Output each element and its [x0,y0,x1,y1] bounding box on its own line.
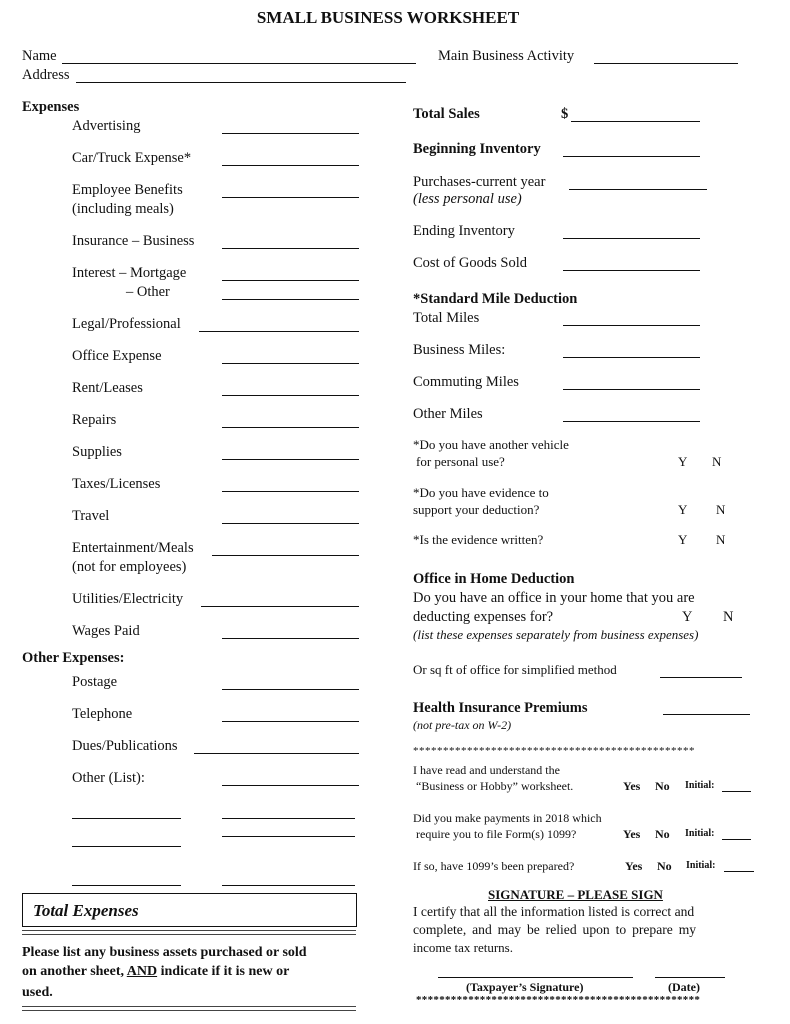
evidence-no-option[interactable]: N [716,502,726,517]
travel-label: Travel [72,508,110,524]
repairs-label: Repairs [72,412,117,428]
purchases-field[interactable] [569,189,707,190]
written-yes-option[interactable]: Y [678,532,688,547]
business-miles-field[interactable] [563,357,700,358]
read-no-option[interactable]: No [655,779,670,793]
stars-bottom-divider: ************************************************* [416,994,701,1006]
cogs-field[interactable] [563,270,700,271]
main-activity-label: Main Business Activity [438,48,575,64]
utilities-field[interactable] [201,606,359,607]
dues-label: Dues/Publications [72,738,178,754]
office-home-heading: Office in Home Deduction [413,571,575,587]
certify-line1: I certify that all the information listed is correct and [413,904,695,919]
taxpayer-signature-label: (Taxpayer’s Signature) [466,980,584,994]
evidence-yes-option[interactable]: Y [678,502,688,517]
assets-note-text-2: indicate if it is new or [160,964,290,979]
other-list-amount-2[interactable] [222,818,355,819]
entertainment-field[interactable] [212,555,359,556]
sqft-label: Or sq ft of office for simplified method [413,662,617,677]
total-sales-field[interactable] [571,121,700,122]
commuting-miles-label: Commuting Miles [413,374,519,390]
name-label: Name [22,48,57,64]
office-home-yes-option[interactable]: Y [682,609,693,625]
supplies-field[interactable] [222,459,359,460]
telephone-label: Telephone [72,706,133,722]
signature-date-label: (Date) [668,980,700,994]
assets-note-text: on another sheet, [22,964,125,979]
repairs-field[interactable] [222,427,359,428]
rent-label: Rent/Leases [72,380,143,396]
car-truck-field[interactable] [222,165,359,166]
travel-field[interactable] [222,523,359,524]
other-expenses-heading: Other Expenses: [22,650,125,666]
payments-line1: Did you make payments in 2018 which [413,811,602,825]
health-insurance-field[interactable] [663,714,750,715]
employee-benefits-field[interactable] [222,197,359,198]
main-activity-field[interactable] [594,63,738,64]
rent-field[interactable] [222,395,359,396]
payments-line2: require you to file Form(s) 1099? [416,827,577,841]
beginning-inventory-label: Beginning Inventory [413,141,541,157]
assets-note-and: AND [126,964,158,979]
assets-note-line1: Please list any business assets purchased or sold [22,945,307,960]
page-title: SMALL BUSINESS WORKSHEET [256,8,520,27]
postage-label: Postage [72,674,118,690]
office-expense-label: Office Expense [72,348,162,364]
total-miles-field[interactable] [563,325,700,326]
purchases-label: Purchases-current year [413,174,546,190]
read-yes-option[interactable]: Yes [623,779,641,793]
legal-field[interactable] [199,331,359,332]
prepared-question: If so, have 1099’s been prepared? [413,859,575,873]
other-list-item-2[interactable] [72,846,181,847]
employee-benefits-label: Employee Benefits [72,182,183,198]
entertainment-note: (not for employees) [72,559,187,575]
vehicle-no-option[interactable]: N [712,454,722,469]
read-initial-field[interactable] [722,791,751,792]
total-miles-label: Total Miles [413,310,480,326]
evidence-question-line2: support your deduction? [413,502,540,517]
taxes-label: Taxes/Licenses [72,476,161,492]
business-miles-label: Business Miles: [413,342,506,358]
prepared-initial-label: Initial: [686,860,716,871]
other-list-amount-4[interactable] [222,885,355,886]
written-question: *Is the evidence written? [413,532,544,547]
other-list-amount-1[interactable] [222,785,359,786]
health-insurance-note: (not pre-tax on W-2) [413,718,512,732]
other-list-item-3[interactable] [72,885,181,886]
commuting-miles-field[interactable] [563,389,700,390]
other-miles-field[interactable] [563,421,700,422]
office-home-note: (list these expenses separately from business expenses) [413,627,699,642]
taxes-field[interactable] [222,491,359,492]
stars-divider: *********************************************** [413,745,695,757]
signature-date-field[interactable] [655,977,725,978]
certify-line2: complete, and may be relied upon to prepare my [413,922,697,937]
prepared-initial-field[interactable] [724,871,754,872]
mile-deduction-heading: *Standard Mile Deduction [413,291,578,307]
ending-inventory-field[interactable] [563,238,700,239]
dues-field[interactable] [194,753,359,754]
read-worksheet-line1: I have read and understand the [413,763,560,777]
address-label: Address [22,67,70,83]
double-rule-top [22,930,356,935]
read-initial-label: Initial: [685,780,715,791]
office-home-question-line2: deducting expenses for? [413,609,554,625]
beginning-inventory-field[interactable] [563,156,700,157]
wages-label: Wages Paid [72,623,140,639]
postage-field[interactable] [222,689,359,690]
payments-initial-field[interactable] [722,839,751,840]
cogs-label: Cost of Goods Sold [413,255,528,271]
other-list-label: Other (List): [72,770,145,786]
office-expense-field[interactable] [222,363,359,364]
double-rule-bottom [22,1006,356,1011]
payments-no-option[interactable]: No [655,827,670,841]
purchases-note: (less personal use) [413,191,522,207]
other-miles-label: Other Miles [413,406,483,422]
prepared-no-option[interactable]: No [657,859,672,873]
signature-heading: SIGNATURE – PLEASE SIGN [488,887,663,902]
prepared-yes-option[interactable]: Yes [625,859,643,873]
employee-benefits-note: (including meals) [72,201,174,217]
insurance-field[interactable] [222,248,359,249]
assets-note-line2 [22,963,289,981]
total-sales-label: Total Sales [413,106,480,122]
car-truck-label: Car/Truck Expense* [72,150,192,166]
certify-line3: income tax returns. [413,940,513,955]
interest-other-field[interactable] [222,299,359,300]
supplies-label: Supplies [72,444,122,460]
interest-other-label: – Other [126,284,170,300]
payments-yes-option[interactable]: Yes [623,827,641,841]
entertainment-label: Entertainment/Meals [72,540,194,556]
dollar-sign: $ [561,106,569,122]
name-field[interactable] [62,63,416,64]
read-worksheet-line2: “Business or Hobby” worksheet. [416,779,574,793]
vehicle-question-line2: for personal use? [416,454,505,469]
expenses-heading: Expenses [22,99,80,115]
health-insurance-heading: Health Insurance Premiums [413,700,588,716]
interest-mortgage-field[interactable] [222,280,359,281]
vehicle-question-line1: *Do you have another vehicle [413,437,569,452]
payments-initial-label: Initial: [685,828,715,839]
utilities-label: Utilities/Electricity [72,591,184,607]
office-home-question-line1: Do you have an office in your home that you are [413,590,695,606]
office-home-no-option[interactable]: N [723,609,734,625]
telephone-field[interactable] [222,721,359,722]
written-no-option[interactable]: N [716,532,726,547]
ending-inventory-label: Ending Inventory [413,223,515,239]
advertising-field[interactable] [222,133,359,134]
total-expenses-label: Total Expenses [33,901,139,920]
assets-note-line3: used. [22,985,53,1000]
taxpayer-signature-field[interactable] [438,977,633,978]
other-list-amount-3[interactable] [222,836,355,837]
advertising-label: Advertising [72,118,141,134]
address-field[interactable] [76,82,406,83]
evidence-question-line1: *Do you have evidence to [413,485,549,500]
vehicle-yes-option[interactable]: Y [678,454,688,469]
legal-label: Legal/Professional [72,316,181,332]
interest-mortgage-label: Interest – Mortgage [72,265,187,281]
wages-field[interactable] [222,638,359,639]
other-list-item-1[interactable] [72,818,181,819]
insurance-label: Insurance – Business [72,233,195,249]
sqft-field[interactable] [660,677,742,678]
